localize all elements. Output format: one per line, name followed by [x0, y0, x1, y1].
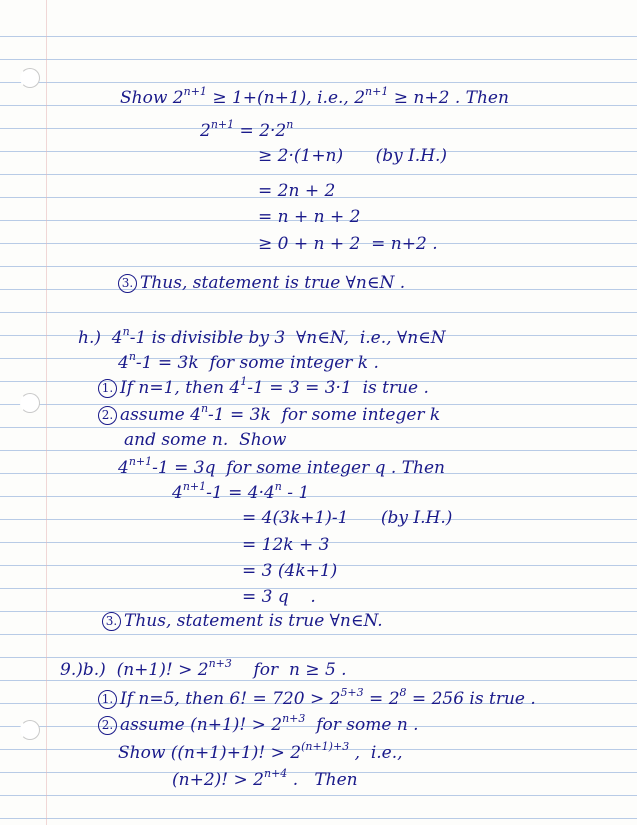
step-number-circle: 3. — [102, 612, 121, 631]
proof-step-conclusion: 3. Thus, statement is true ∀n∈N. — [102, 611, 383, 631]
proof-line: $4^n-1 = 3k$ for some integer k . — [118, 350, 379, 373]
proof-step-hypothesis: 2. assume (n+1)! > $2^{n+3}$ for some n . — [98, 715, 419, 735]
proof-line: $4^{n+1}-1 = 4\cdot 4^n - 1$ — [172, 480, 310, 503]
step-number-circle: 1. — [98, 379, 117, 398]
problem-statement: h.) 4$^n$-1 is divisible by 3 ∀n∈N, i.e., ∀n∈N — [78, 325, 446, 348]
problem-statement: 9.)b.) (n+1)! > $2^{n+3}$ for n ≥ 5 . — [60, 657, 347, 680]
proof-line: = 3 (4k+1) — [242, 561, 338, 581]
proof-line: = 4(3k+1)-1 (by I.H.) — [242, 508, 453, 528]
proof-line: ≥ 0 + n + 2 = n+2 . — [258, 234, 438, 254]
proof-line: Show ((n+1)+1)! > $2^{(n+1)+3}$ , i.e., — [118, 740, 403, 763]
step-number-circle: 1. — [98, 690, 117, 709]
proof-step-base: 1. If n=5, then 6! = $720 > 2^{5+3} = 2^8 = 256$ is true . — [98, 689, 536, 709]
proof-line: = 2n + 2 — [258, 181, 336, 201]
proof-line: ≥ 2·(1+n) (by I.H.) — [258, 146, 448, 166]
proof-line: (n+2)! > $2^{n+4}$ . Then — [172, 767, 358, 790]
binder-hole — [20, 68, 40, 88]
step-number-circle: 3. — [118, 274, 137, 293]
binder-hole — [20, 720, 40, 740]
proof-line: $2^{n+1} = 2\cdot 2^n$ — [200, 118, 294, 141]
proof-line: $4^{n+1}-1 = 3q$ for some integer q . Then — [118, 455, 446, 478]
proof-step-hypothesis: 2. assume $4^n-1 = 3k$ for some integer k — [98, 405, 440, 425]
proof-line: = 3 q . — [242, 587, 316, 607]
proof-line: = 12k + 3 — [242, 535, 330, 555]
proof-step-conclusion: 3. Thus, statement is true ∀n∈N . — [118, 273, 405, 293]
proof-line: Show $2^{n+1} \ge 1+(n+1)$, i.e., $2^{n+1} \ge n+2$ . Then — [120, 85, 509, 108]
margin-line — [46, 0, 47, 825]
proof-line: and some n. Show — [124, 430, 287, 450]
binder-hole — [20, 393, 40, 413]
step-number-circle: 2. — [98, 406, 117, 425]
proof-step-base: 1. If n=1, then $4^1-1 = 3 = 3\cdot 1$ is true . — [98, 378, 429, 398]
proof-line: = n + n + 2 — [258, 207, 361, 227]
step-number-circle: 2. — [98, 716, 117, 735]
